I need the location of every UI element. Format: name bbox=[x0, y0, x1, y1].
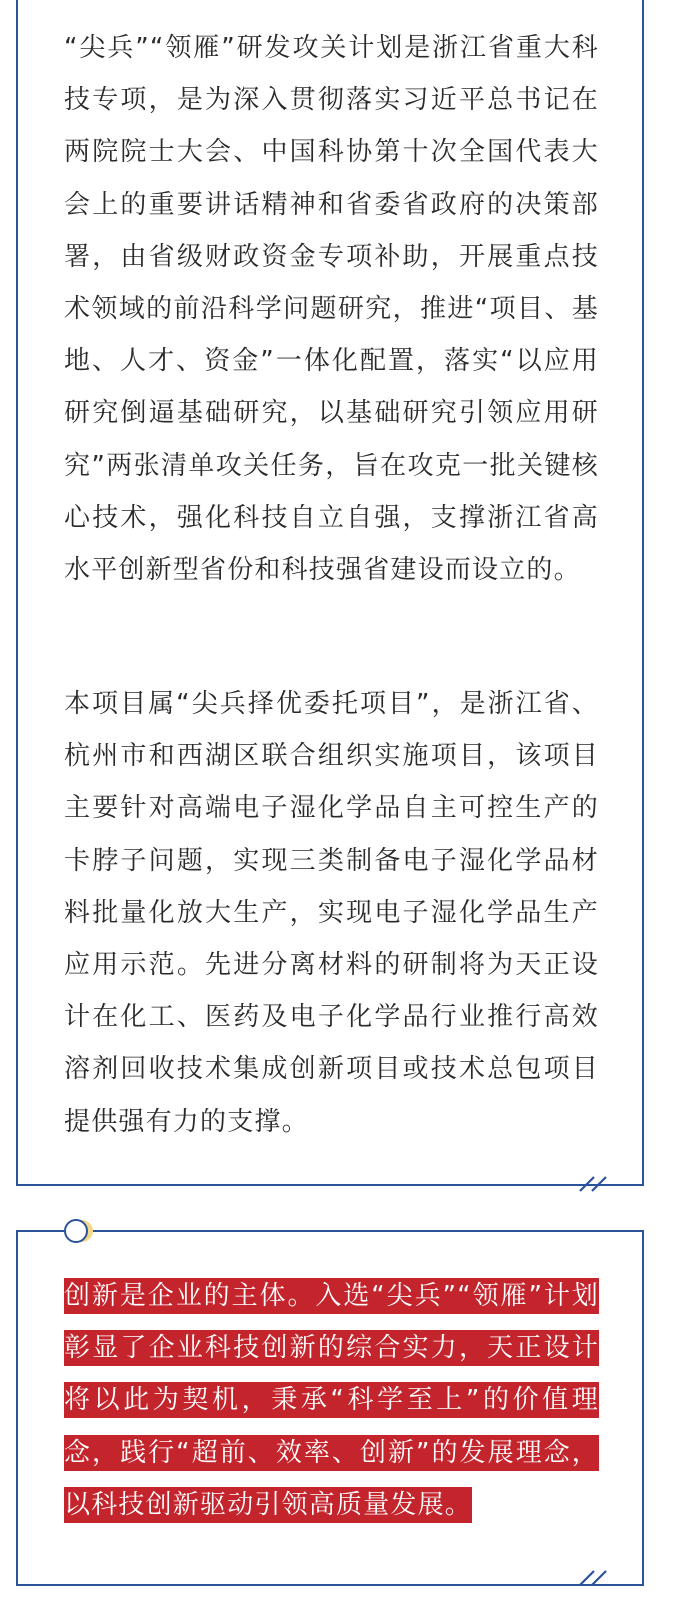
ring-circle-icon bbox=[60, 1218, 100, 1244]
highlight-text: 创新是企业的主体。入选“尖兵”“领雁”计划彰显了企业科技创新的综合实力，天正设计将以此为契机，秉承“科学至上”的价值理念，践行“超前、效率、创新”的发展理念，以科技创新驱动引领高质量发展。 bbox=[64, 1278, 599, 1523]
paragraph-text: “尖兵”“领雁”研发攻关计划是浙江省重大科技专项，是为深入贯彻落实习近平总书记在两院院士大会、中国科协第十次全国代表大会上的重要讲话精神和省委省政府的决策部署，由省级财政资金专项补助，开展重点技术领域的前沿科学问题研究，推进“项目、基地、人才、资金”一体化配置，落实“以应用研究倒逼基础研究，以基础研究引领应用研究”两张清单攻关任务，旨在攻克一批关键核心技术，强化科技自立自强，支撑浙江省高水平创新型省份和科技强省建设而设立的。 bbox=[64, 33, 599, 586]
body-paragraph-2 bbox=[64, 678, 599, 1148]
highlight-paragraph bbox=[64, 1270, 599, 1531]
paragraph-text: 本项目属“尖兵择优委托项目”，是浙江省、杭州市和西湖区联合组织实施项目，该项目主要针对高端电子湿化学品自主可控生产的卡脖子问题，实现三类制备电子湿化学品材料批量化放大生产，实现电子湿化学品生产应用示范。先进分离材料的研制将为天正设计在化工、医药及电子化学品行业推行高效溶剂回收技术集成创新项目或技术总包项目提供强有力的支撑。 bbox=[64, 689, 599, 1137]
body-paragraph-1 bbox=[64, 22, 599, 596]
double-slash-icon bbox=[578, 1570, 612, 1586]
double-slash-icon bbox=[578, 1176, 612, 1192]
